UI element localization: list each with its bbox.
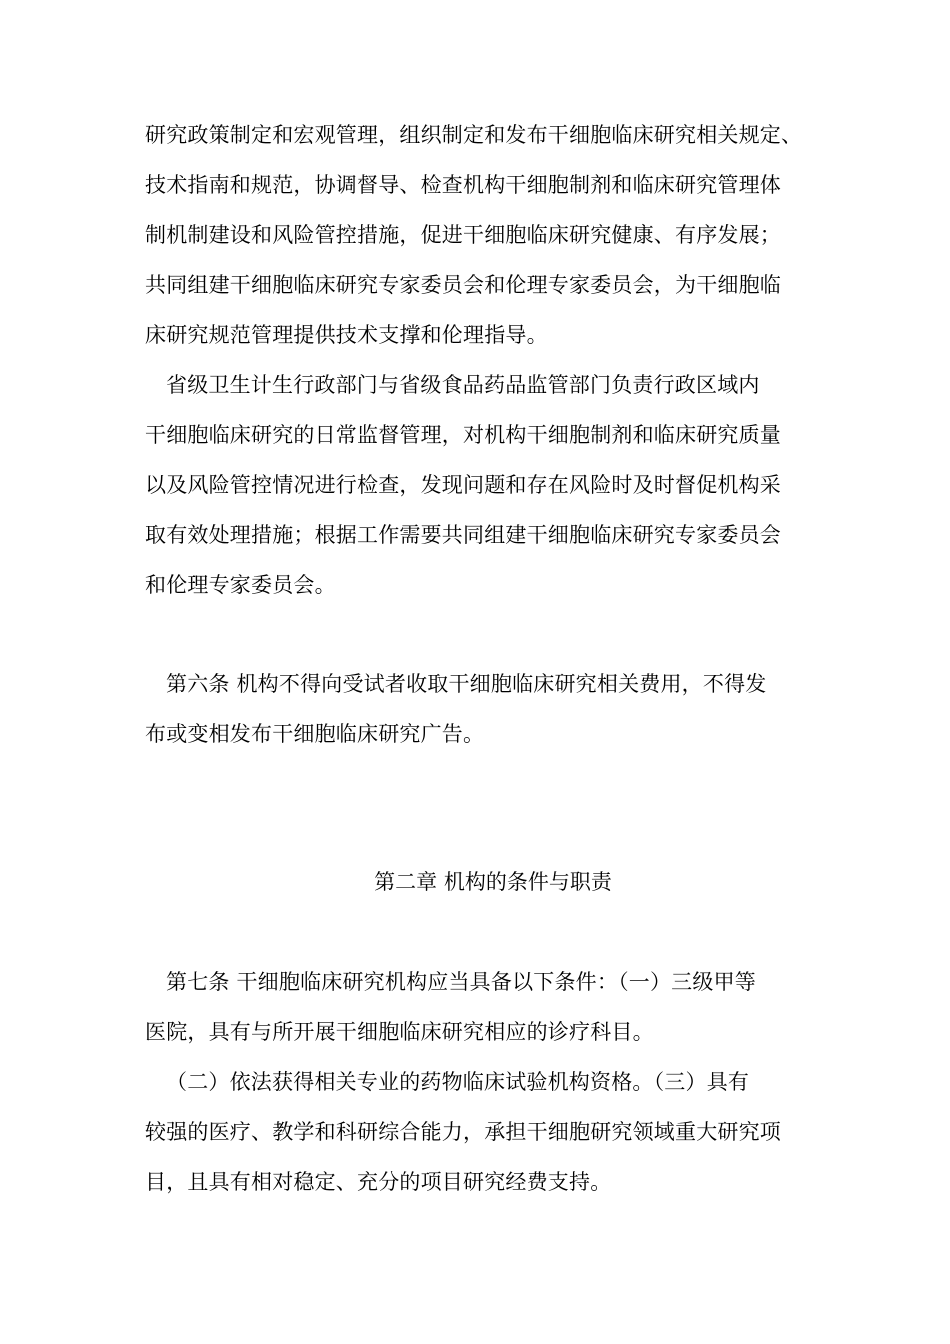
text-line: 省级卫生计生行政部门与省级食品药品监管部门负责行政区域内 — [166, 373, 760, 397]
paragraph-conditions — [145, 1057, 825, 1207]
text-line: （二）依法获得相关专业的药物临床试验机构资格。（三）具有 — [166, 1070, 750, 1094]
paragraph-provincial-supervision — [145, 360, 825, 610]
text-line: 技术指南和规范，协调督导、检查机构干细胞制剂和临床研究管理体 — [145, 173, 781, 197]
chapter-heading: 第二章 机构的条件与职责 — [374, 870, 612, 894]
paragraph-article-six — [145, 659, 825, 759]
text-line: 制机制建设和风险管控措施，促进干细胞临床研究健康、有序发展； — [145, 223, 781, 247]
paragraph-article-seven — [145, 957, 825, 1057]
text-line: 第六条 机构不得向受试者收取干细胞临床研究相关费用，不得发 — [166, 672, 767, 696]
text-line: 研究政策制定和宏观管理，组织制定和发布干细胞临床研究相关规定、 — [145, 123, 803, 147]
text-line: 床研究规范管理提供技术支撑和伦理指导。 — [145, 323, 548, 347]
text-line: 取有效处理措施；根据工作需要共同组建干细胞临床研究专家委员会 — [145, 523, 781, 547]
text-line: 医院，具有与所开展干细胞临床研究相应的诊疗科目。 — [145, 1020, 654, 1044]
text-line: 第七条 干细胞临床研究机构应当具备以下条件：（一）三级甲等 — [166, 970, 756, 994]
text-line: 布或变相发布干细胞临床研究广告。 — [145, 722, 485, 746]
text-line: 目，且具有相对稳定、充分的项目研究经费支持。 — [145, 1170, 612, 1194]
text-line: 共同组建干细胞临床研究专家委员会和伦理专家委员会，为干细胞临 — [145, 273, 781, 297]
paragraph-policy-management — [145, 110, 825, 360]
text-line: 和伦理专家委员会。 — [145, 573, 336, 597]
text-line: 以及风险管控情况进行检查，发现问题和存在风险时及时督促机构采 — [145, 473, 781, 497]
text-line: 干细胞临床研究的日常监督管理，对机构干细胞制剂和临床研究质量 — [145, 423, 781, 447]
text-line: 较强的医疗、教学和科研综合能力，承担干细胞研究领域重大研究项 — [145, 1120, 781, 1144]
